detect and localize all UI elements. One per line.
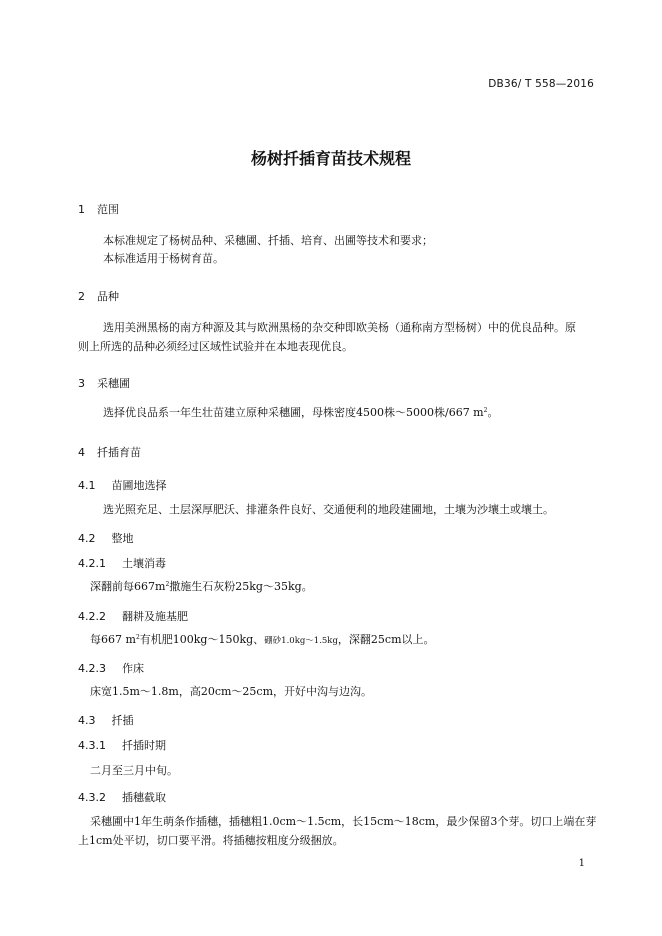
- section-number: 4.2.3: [78, 662, 106, 675]
- section-heading-4-3: [78, 712, 134, 728]
- text: 有机肥100kg～150kg、: [139, 633, 265, 646]
- section-number: 2: [78, 290, 85, 303]
- standard-code: DB36/ T 558—2016: [488, 78, 594, 90]
- section-heading-3: [78, 375, 130, 391]
- section-heading-4-2-3: [78, 660, 144, 676]
- text: 。: [487, 406, 499, 419]
- section-title: 翻耕及施基肥: [122, 610, 188, 623]
- text: 撒施生石灰粉25kg～35kg。: [169, 580, 313, 593]
- paragraph: [103, 403, 498, 423]
- section-number: 4: [78, 446, 85, 459]
- superscript: 2: [165, 581, 170, 588]
- section-heading-1: [78, 201, 119, 217]
- text: 选择优良品系一年生壮苗建立原种采穗圃，母株密度4500株～5000株/667 m: [103, 406, 484, 419]
- paragraph: 床宽1.5m～1.8m，高20cm～25cm，开好中沟与边沟。: [90, 685, 373, 698]
- section-number: 3: [78, 377, 85, 390]
- section-number: 4.3.2: [78, 791, 106, 804]
- section-title: 范围: [97, 203, 119, 216]
- section-title: 采穗圃: [97, 377, 130, 390]
- page-number: 1: [578, 858, 585, 869]
- paragraph-line: 则上所选的品种必须经过区域性试验并在本地表现优良。: [78, 340, 353, 353]
- paragraph: 本标准规定了杨树品种、采穗圃、扦插、培育、出圃等技术和要求；: [103, 234, 433, 247]
- paragraph: 本标准适用于杨树育苗。: [103, 252, 224, 265]
- section-heading-4-2-2: [78, 608, 188, 624]
- section-heading-4-3-1: [78, 737, 166, 753]
- section-title: 插穗截取: [122, 791, 166, 804]
- document-title: 杨树扦插育苗技术规程: [250, 149, 411, 168]
- section-heading-2: [78, 288, 119, 304]
- superscript: 2: [135, 634, 140, 641]
- section-number: 4.2.1: [78, 557, 106, 570]
- superscript: 2: [483, 407, 488, 414]
- section-number: 4.1: [78, 479, 96, 492]
- section-heading-4-1: [78, 477, 167, 493]
- section-heading-4-2: [78, 530, 134, 546]
- text: ，深翻25cm以上。: [337, 633, 435, 646]
- section-title: 作床: [122, 662, 144, 675]
- paragraph-line: 上1cm处平切，切口要平滑。将插穗按粗度分级捆放。: [78, 834, 344, 847]
- section-title: 土壤消毒: [122, 557, 166, 570]
- section-title: 扦插时期: [122, 739, 166, 752]
- section-heading-4-2-1: [78, 555, 166, 571]
- paragraph: 二月至三月中旬。: [90, 764, 178, 777]
- section-number: 4.3.1: [78, 739, 106, 752]
- paragraph: 选光照充足、土层深厚肥沃、排灌条件良好、交通便利的地段建圃地，土壤为沙壤土或壤土。: [103, 503, 554, 516]
- section-number: 1: [78, 203, 85, 216]
- text-small: 硼砂1.0kg～1.5kg: [264, 636, 338, 646]
- paragraph: [90, 577, 313, 597]
- section-title: 整地: [111, 532, 134, 545]
- paragraph-line: 选用美洲黑杨的南方种源及其与欧洲黑杨的杂交种即欧美杨（通称南方型杨树）中的优良品种。原: [103, 321, 576, 334]
- text: 深翻前每667m: [90, 580, 166, 593]
- paragraph: [90, 630, 435, 651]
- text: 每667 m: [90, 633, 136, 646]
- section-title: 扦插: [111, 714, 134, 727]
- section-heading-4-3-2: [78, 789, 166, 805]
- section-number: 4.2.2: [78, 610, 106, 623]
- section-title: 扦插育苗: [97, 446, 141, 459]
- paragraph-line: 采穗圃中1年生萌条作插穗，插穗粗1.0cm～1.5cm，长15cm～18cm，最少保留3个芽。切口上端在芽: [90, 815, 597, 828]
- section-heading-4: [78, 444, 141, 460]
- section-title: 品种: [97, 290, 119, 303]
- section-title: 苗圃地选择: [111, 479, 167, 492]
- section-number: 4.3: [78, 714, 96, 727]
- section-number: 4.2: [78, 532, 96, 545]
